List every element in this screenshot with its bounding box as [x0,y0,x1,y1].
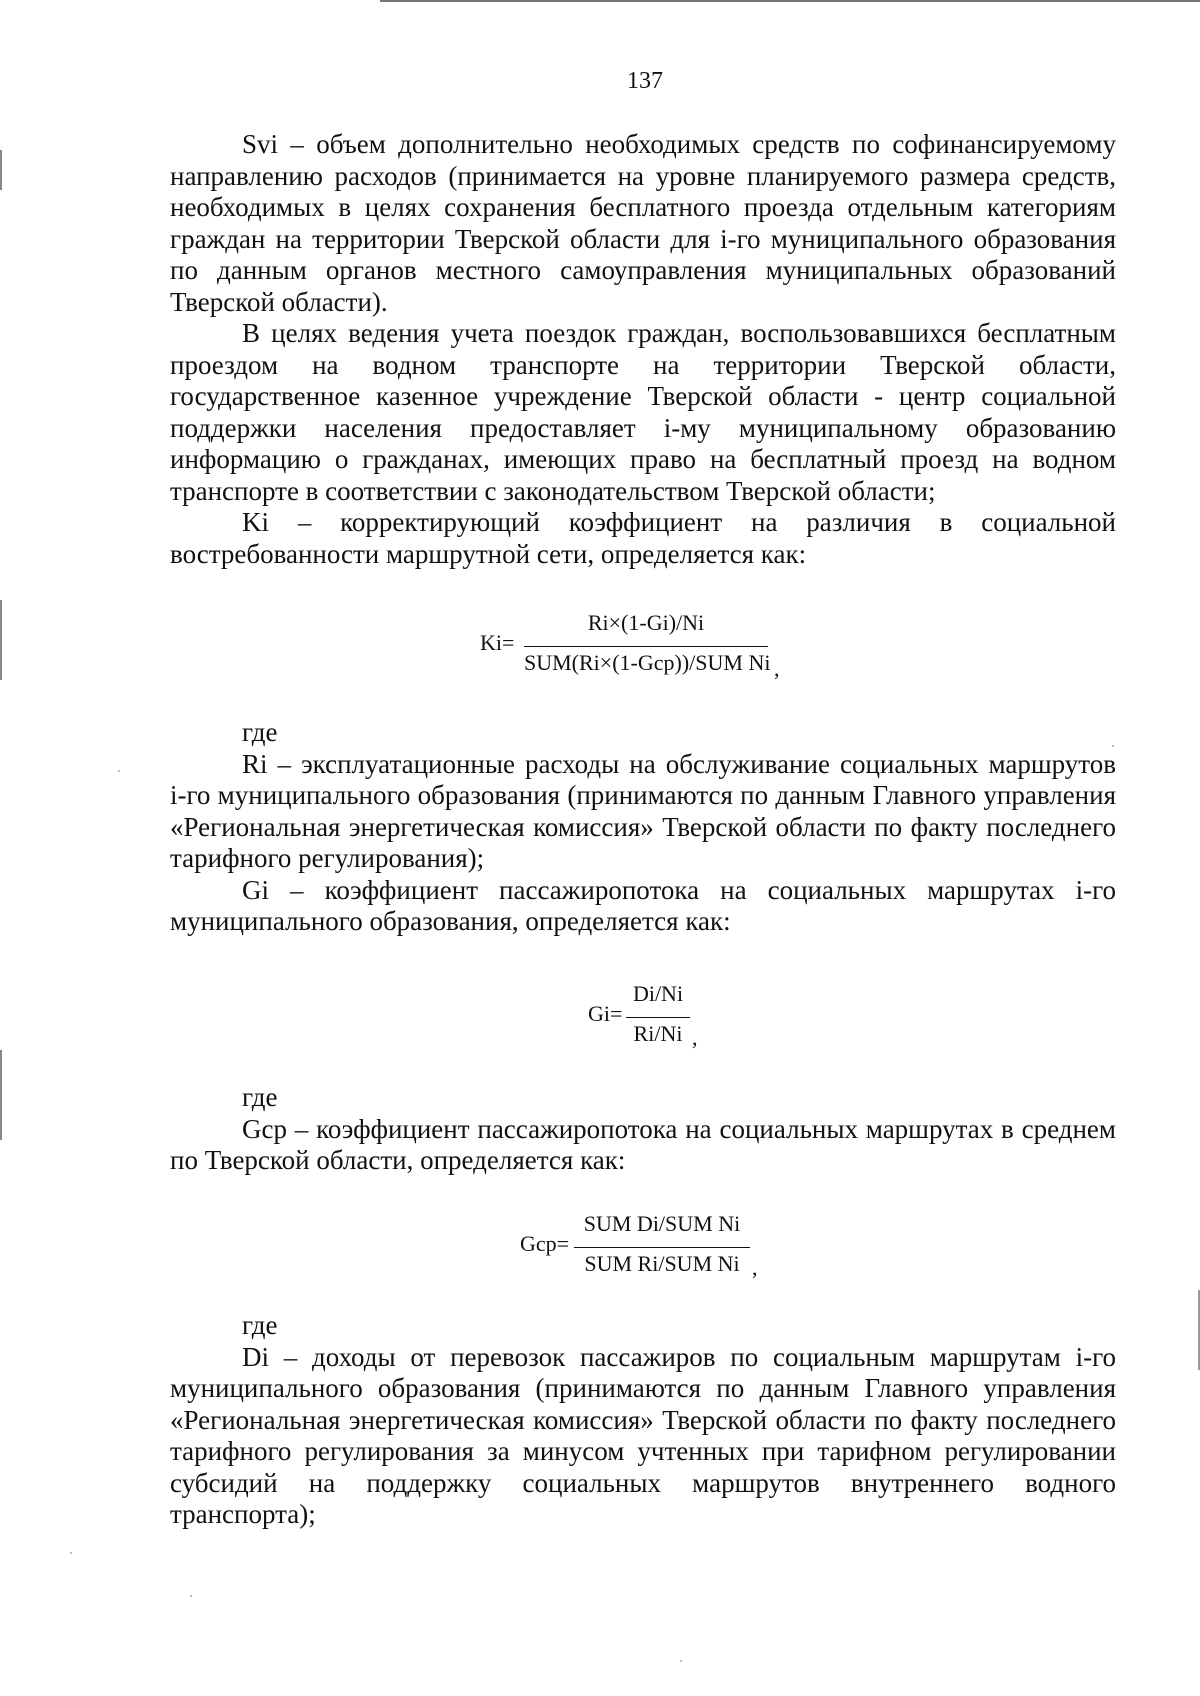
where-label: где [242,1082,278,1112]
scan-left-edge-mark [0,600,2,680]
scan-speck [70,1552,72,1554]
text-block-di [170,1310,1116,1531]
paragraph-ki: Ki – корректирующий коэффициент на различия в социальной востребованности маршрутной сети, определяется как: [170,507,1116,569]
formula-gi-comma: , [692,1025,698,1050]
scan-speck [680,1660,682,1662]
scan-speck [190,1595,192,1597]
formula-gi [588,983,708,1053]
where-label: где [242,717,278,747]
formula-ki-denominator: SUM(Ri×(1-Gcp))/SUM Ni [524,650,771,675]
paragraph-accounting: В целях ведения учета поездок граждан, воспользовавшихся бесплатным проездом на водном транспорте на территории Тверской области, государственное казенное учреждение Тверской области - центр социальной поддержки населения предоставляет i-му муниципальному образованию информацию о гражданах, имеющих право на бесплатный проезд на водном транспорте в соответствии с законодательством Тверской области; [170,318,1116,506]
scan-left-edge-mark [0,1050,2,1140]
formula-gcp-denominator: SUM Ri/SUM Ni [584,1251,740,1276]
formula-ki [480,612,820,682]
formula-gcp [520,1213,770,1283]
scan-speck [118,770,120,772]
scan-top-edge [380,0,1200,2]
formula-ki-numerator: Ri×(1-Gi)/Ni [587,610,705,635]
formula-gi-fraction-bar [626,1017,690,1018]
where-label: где [242,1310,278,1340]
text-block-gcp [170,1082,1116,1177]
formula-ki-comma: , [774,656,780,681]
page-number: 137 [627,68,663,94]
formula-gi-numerator: Di/Ni [632,981,684,1006]
paragraph-svi: Svi – объем дополнительно необходимых средств по софинансируемому направлению расходов (принимается на уровне планируемого размера средств, необходимых в целях сохранения бесплатного проезда отдельным категориям граждан на территории Тверской области для i-го муниципального образования по данным органов местного самоуправления муниципальных образований Тверской области). [170,129,1116,317]
formula-gi-denominator: Ri/Ni [633,1021,683,1046]
formula-gi-lhs: Gi= [588,1001,623,1026]
scan-left-edge-mark [0,150,2,190]
text-block-ri-gi [170,717,1116,938]
formula-gcp-comma: , [752,1255,758,1280]
formula-gcp-fraction-bar [574,1247,750,1248]
text-block-intro [170,129,1116,570]
paragraph-di: Di – доходы от перевозок пассажиров по социальным маршрутам i-го муниципального образования (принимаются по данным Главного управления «Региональная энергетическая комиссия» Тверской области по факту последнего тарифного регулирования за минусом учтенных при тарифном регулировании субсидий на поддержку социальных маршрутов внутреннего водного транспорта); [170,1341,1116,1529]
formula-ki-lhs: Ki= [480,630,515,655]
paragraph-gi: Gi – коэффициент пассажиропотока на социальных маршрутах i-го муниципального образования, определяется как: [170,874,1116,936]
formula-ki-fraction-bar [524,646,768,647]
paragraph-ri: Ri – эксплуатационные расходы на обслуживание социальных маршрутов i-го муниципального образования (принимаются по данным Главного управления «Региональная энергетическая комиссия» Тверской области по факту последнего тарифного регулирования); [170,748,1116,873]
formula-gcp-numerator: SUM Di/SUM Ni [583,1211,741,1236]
formula-gcp-lhs: Gcp= [520,1231,570,1256]
paragraph-gcp: Gср – коэффициент пассажиропотока на социальных маршрутах в среднем по Тверской области, определяется как: [170,1113,1116,1175]
